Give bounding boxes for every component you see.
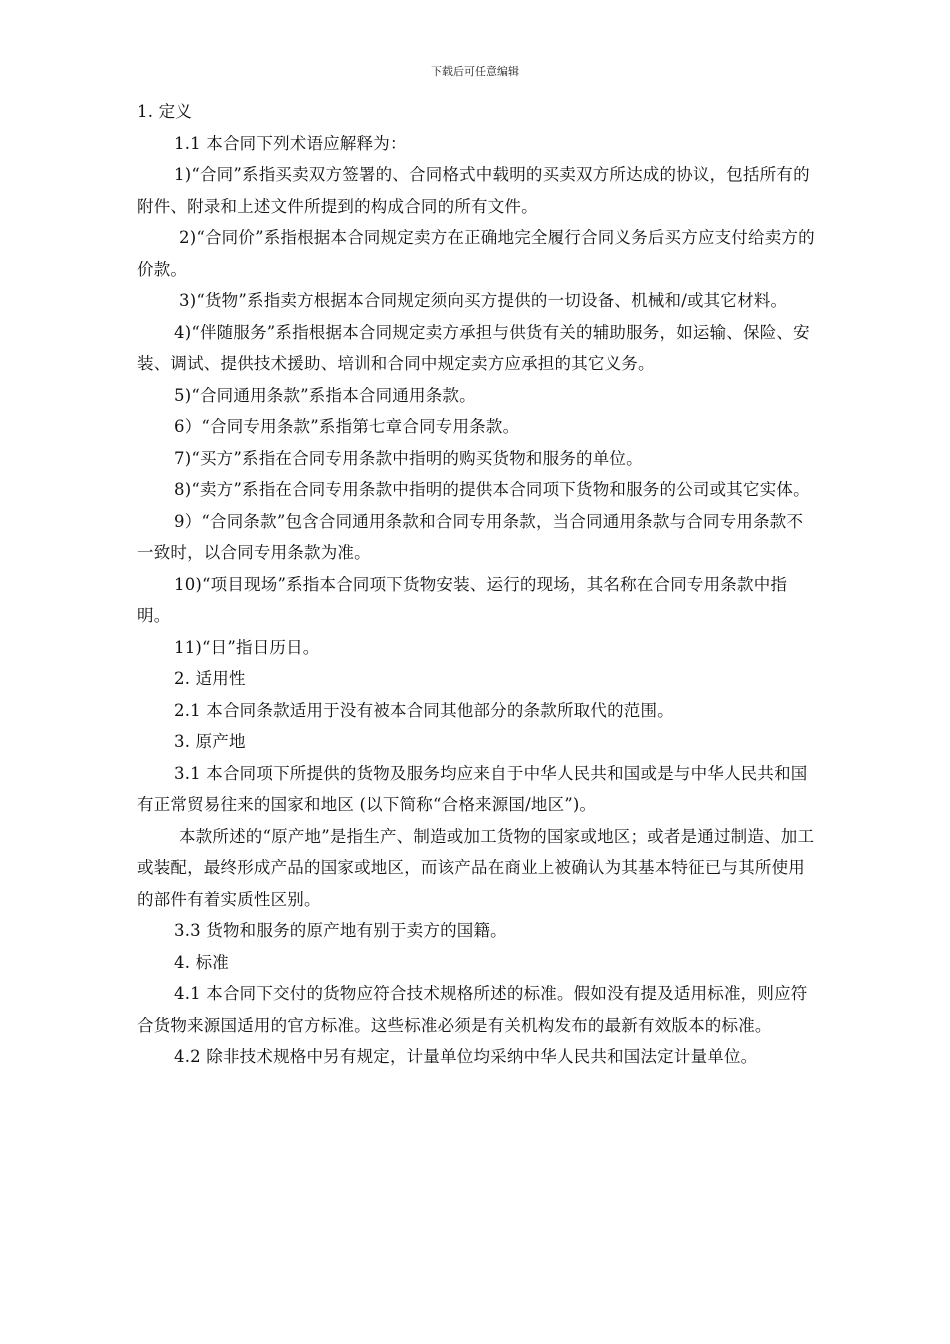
definition-contract-terms: 9）“合同条款”包含合同通用条款和合同专用条款，当合同通用条款与合同专用条款不一致时，以合同专用条款为准。 bbox=[137, 511, 804, 562]
document-body bbox=[137, 96, 817, 1073]
definition-contract: 1)“合同”系指买卖双方签署的、合同格式中载明的买卖双方所达成的协议，包括所有的附件、附录和上述文件所提到的构成合同的所有文件。 bbox=[137, 165, 810, 216]
clause-4-1: 4.1 本合同下交付的货物应符合技术规格所述的标准。假如没有提及适用标准，则应符合货物来源国适用的官方标准。这些标准必须是有关机构发布的最新有效版本的标准。 bbox=[137, 984, 808, 1035]
definition-general-conditions: 5)“合同通用条款”系指本合同通用条款。 bbox=[174, 385, 476, 405]
definition-supplier: 8)“卖方”系指在合同专用条款中指明的提供本合同项下货物和服务的公司或其它实体。 bbox=[174, 480, 810, 499]
clause-2-1: 2.1 本合同条款适用于没有被本合同其他部分的条款所取代的范围。 bbox=[174, 700, 674, 720]
definition-goods: 3)“货物”系指卖方根据本合同规定须向买方提供的一切设备、机械和/或其它材料。 bbox=[179, 291, 788, 310]
definition-special-conditions: 6）“合同专用条款”系指第七章合同专用条款。 bbox=[174, 417, 520, 436]
definition-day: 11)“日”指日历日。 bbox=[174, 637, 320, 657]
section-heading-origin: 3. 原产地 bbox=[174, 732, 246, 751]
clause-1-1: 1.1 本合同下列术语应解释为： bbox=[174, 133, 407, 153]
clause-origin-definition: 本款所述的“原产地”是指生产、制造或加工货物的国家或地区；或者是通过制造、加工或装配，最终形成产品的国家或地区，而该产品在商业上被确认为其基本特征已与其所使用的部件有着实质性区别。 bbox=[137, 826, 815, 909]
definition-incidental-services: 4)“伴随服务”系指根据本合同规定卖方承担与供货有关的辅助服务，如运输、保险、安装、调试、提供技术援助、培训和合同中规定卖方应承担的其它义务。 bbox=[137, 322, 810, 373]
section-heading-standards: 4. 标准 bbox=[174, 952, 229, 972]
section-heading-applicability: 2. 适用性 bbox=[174, 669, 246, 688]
definition-purchaser: 7)“买方”系指在合同专用条款中指明的购买货物和服务的单位。 bbox=[174, 448, 643, 468]
definition-project-site: 10)“项目现场”系指本合同项下货物安装、运行的现场，其名称在合同专用条款中指明。 bbox=[137, 574, 788, 625]
clause-3-3: 3.3 货物和服务的原产地有别于卖方的国籍。 bbox=[174, 921, 507, 940]
section-heading-definitions: 1. 定义 bbox=[137, 102, 192, 121]
clause-4-2: 4.2 除非技术规格中另有规定，计量单位均采纳中华人民共和国法定计量单位。 bbox=[174, 1047, 758, 1066]
clause-3-1: 3.1 本合同项下所提供的货物及服务均应来自于中华人民共和国或是与中华人民共和国有正常贸易往来的国家和地区 (以下简称“合格来源国/地区”)。 bbox=[137, 763, 808, 814]
definition-contract-price: 2)“合同价”系指根据本合同规定卖方在正确地完全履行合同义务后买方应支付给卖方的价款。 bbox=[137, 228, 815, 279]
page-header: 下载后可任意编辑 bbox=[431, 65, 519, 78]
